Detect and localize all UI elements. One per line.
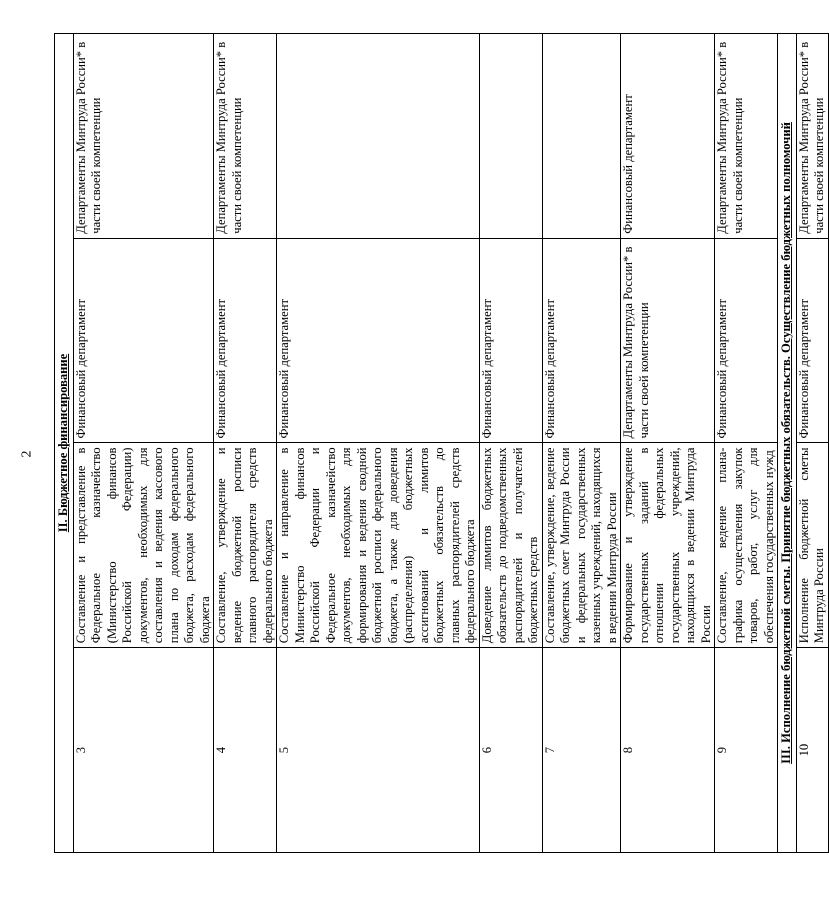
row-responsible: Финансовый департамент <box>796 238 828 443</box>
table-row <box>621 34 715 853</box>
row-number: 4 <box>214 648 277 853</box>
table-row <box>479 34 542 853</box>
row-description: Составление и представление в Федеральное казначейство (Министерство финансов Российской Федерации) документов, необходимых для составления и ведения кассового плана по доходам федерального бюджета, расходам федерального бюджета <box>73 443 214 648</box>
table-row <box>277 34 480 853</box>
row-number: 5 <box>277 648 480 853</box>
section-header-row <box>778 34 797 853</box>
row-number: 10 <box>796 648 828 853</box>
table-row <box>542 34 621 853</box>
row-responsible: Финансовый департамент <box>715 238 778 443</box>
row-description: Доведение лимитов бюджетных обязательств до подведомственных распорядителей и получателей бюджетных средств <box>479 443 542 648</box>
row-number: 7 <box>542 648 621 853</box>
row-coexecutor: Департаменты Минтруда России* в части своей компетенции <box>715 34 778 239</box>
row-number: 9 <box>715 648 778 853</box>
row-number: 8 <box>621 648 715 853</box>
row-responsible: Финансовый департамент <box>277 238 480 443</box>
row-coexecutor: Департаменты Минтруда России* в части своей компетенции <box>214 34 277 239</box>
section-title: II. Бюджетное финансирование <box>55 34 74 853</box>
section-header-row <box>55 34 74 853</box>
row-description: Составление и направление в Министерство финансов Российской Федерации и Федеральное казначейство документов, необходимых для формирования и ведения сводной бюджетной росписи федерального бюджета, а также для доведения (распределения) бюджетных ассигнований и лимитов бюджетных обязательств до главных распорядителей средств федерального бюджета <box>277 443 480 648</box>
row-responsible: Финансовый департамент <box>73 238 214 443</box>
table-row <box>73 34 214 853</box>
row-responsible: Финансовый департамент <box>214 238 277 443</box>
row-number: 6 <box>479 648 542 853</box>
table-row <box>796 34 828 853</box>
row-description: Составление, ведение плана-графика осуществления закупок товаров, работ, услуг для обеспечения государственных нужд <box>715 443 778 648</box>
row-description: Составление, утверждение и ведение бюджетной росписи главного распорядителя средств федерального бюджета <box>214 443 277 648</box>
row-coexecutor: Департаменты Минтруда России* в части своей компетенции <box>796 34 828 239</box>
row-description: Формирование и утверждение государственных заданий в отношении федеральных государственных учреждений, находящихся в ведении Минтруда России <box>621 443 715 648</box>
section-title: III. Исполнение бюджетной сметы. Принятие бюджетных обязательств. Осуществление бюджетных полномочий <box>778 34 797 853</box>
row-coexecutor <box>542 34 621 239</box>
row-coexecutor <box>479 34 542 239</box>
table-row <box>214 34 277 853</box>
row-responsible: Финансовый департамент <box>479 238 542 443</box>
row-description: Составление, утверждение, ведение бюджетных смет Минтруда России и федеральных государственных казенных учреждений, находящихся в ведении Минтруда России <box>542 443 621 648</box>
responsibility-table <box>54 33 829 853</box>
row-coexecutor: Департаменты Минтруда России* в части своей компетенции <box>73 34 214 239</box>
row-coexecutor: Финансовый департамент <box>621 34 715 239</box>
row-responsible: Департаменты Минтруда России* в части своей компетенции <box>621 238 715 443</box>
page-number: 2 <box>19 450 35 458</box>
rotated-table-container <box>54 33 826 853</box>
row-responsible: Финансовый департамент <box>542 238 621 443</box>
row-coexecutor <box>277 34 480 239</box>
table-row <box>715 34 778 853</box>
row-number: 3 <box>73 648 214 853</box>
row-description: Исполнение бюджетной сметы Минтруда России <box>796 443 828 648</box>
